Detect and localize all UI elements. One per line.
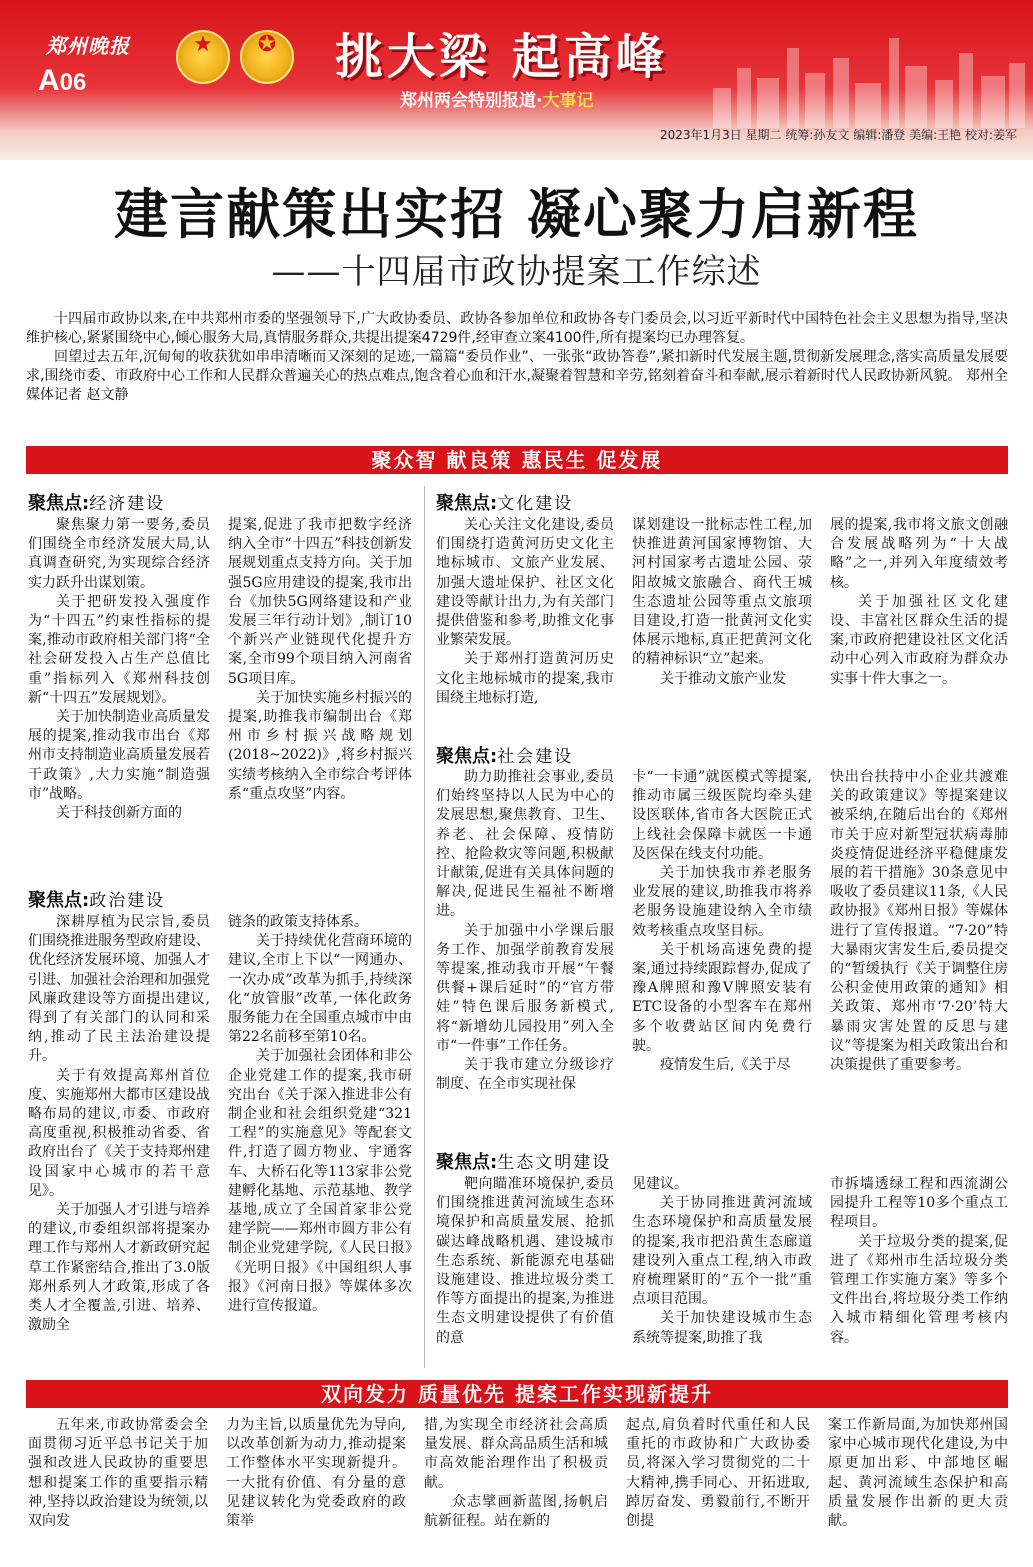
culture-column-2: 谋划建设一批标志性工程,加快推进黄河国家博物馆、大河村国家考古遗址公园、荥阳故城文旅融合、商代王城生态遗址公园等重点文旅项目建设,打造一批黄河文化实体展示地标,真正把黄河文化的精神标识“立”起来。 关于推动文旅产业发 bbox=[632, 517, 812, 687]
politics-column-2: 链条的政策支持体系。 关于持续优化营商环境的建议,全市上下以“一网通办、一次办成”改革为抓手,持续深化“放管服”改革,一体化政务服务能力在全国重点城市中由第22名前移至第10名。 关于加强社会团体和非公企业党建工作的提案,我市研究出台《关于深入推进非公有制企业和社会组织党建“321工程”的实施意见》等配套文件,打造了圆方物业、宇通客车、大桥石化等113家非公党建孵化基地、示范基地、教学基地,成立了全国首家非公党建学院——郑州市圆方非公有制企业党建学院,《人民日报》《光明日报》《中国组织人事报》《河南日报》等媒体多次进行宣传报道。 bbox=[228, 914, 412, 1315]
article-subtitle: ——十四届市政协提案工作综述 bbox=[271, 252, 762, 292]
special-report-label: 郑州两会特别报道·大事记 bbox=[400, 91, 594, 111]
closing-column-5: 案工作新局面,为加快郑州国家中心城市现代化建设,为中原更加出彩、中部地区崛起、黄河流域生态保护和高质量发展作出新的更大贡献。 bbox=[828, 1417, 1008, 1530]
ecology-column-3: 市拆墙透绿工程和西流湖公园提升工程等10多个重点工程项目。 关于垃圾分类的提案,促进了《郑州市生活垃圾分类管理工作实施方案》等多个文件出台,将垃圾分类工作纳入城市精细化管理考核内容。 bbox=[830, 1176, 1008, 1346]
article-intro bbox=[26, 310, 1008, 405]
newspaper-name: 郑州晚报 bbox=[46, 34, 130, 58]
section-banner: 聚众智 献良策 惠民生 促发展 bbox=[26, 446, 1008, 474]
society-column-2: 卡“一卡通”就医模式等提案,推动市属三级医院均牵头建设医联体,省市各大医院正式上线社会保障卡就医一卡通及医保在线支付功能。 关于加快我市养老服务业发展的建议,助推我市将养老服务设施建设纳入全市绩效考核重点攻坚目标。 关于机场高速免费的提案,通过持续跟踪督办,促成了豫A牌照和豫V牌照安装有ETC设备的小型客车在郑州多个收费站区间内免费行驶。 疫情发生后,《关于尽 bbox=[632, 769, 812, 1074]
closing-column-1: 五年来,市政协常委会全面贯彻习近平总书记关于加强和改进人民政协的重要思想和提案工作的重要指示精神,坚持以政治建设为统领,以双向发 bbox=[28, 1417, 208, 1530]
closing-column-4: 起点,肩负着时代重任和人民重托的市政协和广大政协委员,将深入学习贯彻党的二十大精神,携手同心、开拓进取,踔厉奋发、勇毅前行,不断开创提 bbox=[626, 1417, 810, 1530]
page-meta: 2023年1月3日 星期二 统筹:孙友文 编辑:潘登 美编:王艳 校对:姜军 bbox=[659, 128, 1017, 142]
closing-column-3: 措,为实现全市经济社会高质量发展、群众高品质生活和城市高效能治理作出了积极贡献。 众志擘画新蓝图,扬帆启航新征程。站在新的 bbox=[424, 1417, 608, 1530]
intro-paragraph: 回望过去五年,沉甸甸的收获犹如串串清晰而又深刻的足迹,一篇篇“委员作业”、一张张“政协答卷”,紧扣新时代发展主题,贯彻新发展理念,落实高质量发展要求,围绕市委、市政府中心工作和人民群众普遍关心的热点难点,饱含着心血和汗水,凝聚着智慧和辛劳,铭刻着奋斗和奉献,展示着新时代人民政协新风貌。 郑州全媒体记者 赵文静 bbox=[26, 349, 1008, 403]
culture-column-1: 关心关注文化建设,委员们围绕打造黄河历史文化主地标城市、文旅产业发展、加强大遗址保护、社区文化建设等献计出力,为有关部门提供借鉴和参考,助推文化事业繁荣发展。 关于郑州打造黄河历史文化主地标城市的提案,我市围绕主地标打造, bbox=[436, 517, 614, 706]
economy-column-2: 提案,促进了我市把数字经济纳入全市“十四五”科技创新发展规划重点支持方向。关于加强5G应用建设的提案,我市出台《加快5G网络建设和产业发展三年行动计划》,制订10个新兴产业链现代化提升方案,全市99个项目纳入河南省5G项目库。 关于加快实施乡村振兴的提案,助推我市编制出台《郑州市乡村振兴战略规划(2018~2022)》,将乡村振兴实绩考核纳入全市综合考评体系“重点攻坚”内容。 bbox=[228, 517, 412, 802]
section-banner: 双向发力 质量优先 提案工作实现新提升 bbox=[26, 1380, 1008, 1408]
slogan: 挑大梁 起高峰 bbox=[335, 29, 668, 85]
cppcc-emblem-icon: ✪ bbox=[240, 30, 294, 84]
section-heading-culture: 聚焦点:文化建设 bbox=[436, 493, 574, 514]
city-skyline-icon bbox=[703, 28, 1033, 128]
national-emblem-icon: ★ bbox=[176, 30, 230, 84]
column-divider bbox=[424, 486, 425, 1368]
article-title: 建言献策出实招 凝心聚力启新程 bbox=[114, 183, 919, 246]
section-heading-politics: 聚焦点:政治建设 bbox=[28, 890, 166, 911]
closing-column-2: 力为主旨,以质量优先为导向,以改革创新为动力,推动提案工作整体水平实现新提升。一大批有价值、有分量的意见建议转化为党委政府的政策举 bbox=[226, 1417, 406, 1530]
section-heading-society: 聚焦点:社会建设 bbox=[436, 746, 574, 767]
society-column-1: 助力助推社会事业,委员们始终坚持以人民为中心的发展思想,聚焦教育、卫生、养老、社会保障、疫情防控、抢险救灾等问题,积极献计献策,促进有关具体问题的解决,促进民生福祉不断增进。 关于加强中小学课后服务工作、加强学前教育发展等提案,推动我市开展“午餐供餐+课后延时”的“官方带娃”特色课后服务新模式,将“新增幼儿园投用”列入全市“一件事”工作任务。 关于我市建立分级诊疗制度、在全市实现社保 bbox=[436, 769, 614, 1093]
society-column-3: 快出台扶持中小企业共渡难关的政策建议》等提案建议被采纳,在随后出台的《郑州市关于应对新型冠状病毒肺炎疫情促进经济平稳健康发展的若干措施》30条意见中吸收了委员建议11条,《人民政协报》《郑州日报》等媒体进行了宣传报道。“7·20”特大暴雨灾害发生后,委员提交的“暂缓执行《关于调整住房公积金使用政策的通知》相关政策、郑州市‘7·20’特大暴雨灾害处置的反思与建议”等提案为相关政策出台和决策提供了重要参考。 bbox=[830, 769, 1008, 1074]
politics-column-1: 深耕厚植为民宗旨,委员们围绕推进服务型政府建设、优化经济发展环境、加强人才引进、加强社会治理和加强党风廉政建设等方面提出建议,得到了有关部门的认同和采纳,推动了民主法治建设提升。 关于有效提高郑州首位度、实施郑州大都市区建设战略布局的建议,市委、市政府高度重视,积极推动省委、省政府出台了《关于支持郑州建设国家中心城市的若干意见》。 关于加强人才引进与培养的建议,市委组织部将提案办理工作与郑州人才新政研究起草工作紧密结合,推出了3.0版郑州系列人才政策,形成了各类人才全覆盖,引进、培养、激励全 bbox=[28, 914, 210, 1334]
masthead bbox=[0, 0, 1033, 160]
section-heading-economy: 聚焦点:经济建设 bbox=[28, 493, 166, 514]
economy-column-1: 聚焦聚力第一要务,委员们围绕全市经济发展大局,认真调查研究,为实现综合经济实力跃升出谋划策。 关于把研发投入强度作为“十四五”约束性指标的提案,推动市政府相关部门将“全社会研发投入占生产总值比重”指标列入《郑州科技创新“十四五”发展规划》。 关于加快制造业高质量发展的提案,推动我市出台《郑州市支持制造业高质量发展若干政策》,大力实施“制造强市”战略。 关于科技创新方面的 bbox=[28, 517, 210, 822]
ecology-column-2: 见建议。 关于协同推进黄河流域生态环境保护和高质量发展的提案,我市把沿黄生态廊道建设列入重点工程,纳入市政府梳理紧盯的“五个一批”重点项目范围。 关于加快建设城市生态系统等提案,助推了我 bbox=[632, 1176, 812, 1346]
section-heading-ecology: 聚焦点:生态文明建设 bbox=[436, 1152, 612, 1173]
intro-paragraph: 十四届市政协以来,在中共郑州市委的坚强领导下,广大政协委员、政协各参加单位和政协各专门委员会,以习近平新时代中国特色社会主义思想为指导,坚决维护核心,紧紧围绕中心,倾心服务大局,真情服务群众,共提出提案4729件,经审查立案4100件,所有提案均已办理答复。 bbox=[26, 311, 1008, 346]
page-number: A06 bbox=[38, 64, 87, 97]
ecology-column-1: 靶向瞄准环境保护,委员们围绕推进黄河流域生态环境保护和高质量发展、抢抓碳达峰战略机遇、建设城市生态系统、新能源充电基础设施建设、推进垃圾分类工作等方面提出的提案,为推进生态文明建设提供了有价值的意 bbox=[436, 1176, 614, 1346]
culture-column-3: 展的提案,我市将文旅文创融合发展战略列为“十大战略”之一,并列入年度绩效考核。 关于加强社区文化建设、丰富社区群众生活的提案,市政府把建设社区文化活动中心列入市政府为群众办实事十件大事之一。 bbox=[830, 517, 1008, 687]
